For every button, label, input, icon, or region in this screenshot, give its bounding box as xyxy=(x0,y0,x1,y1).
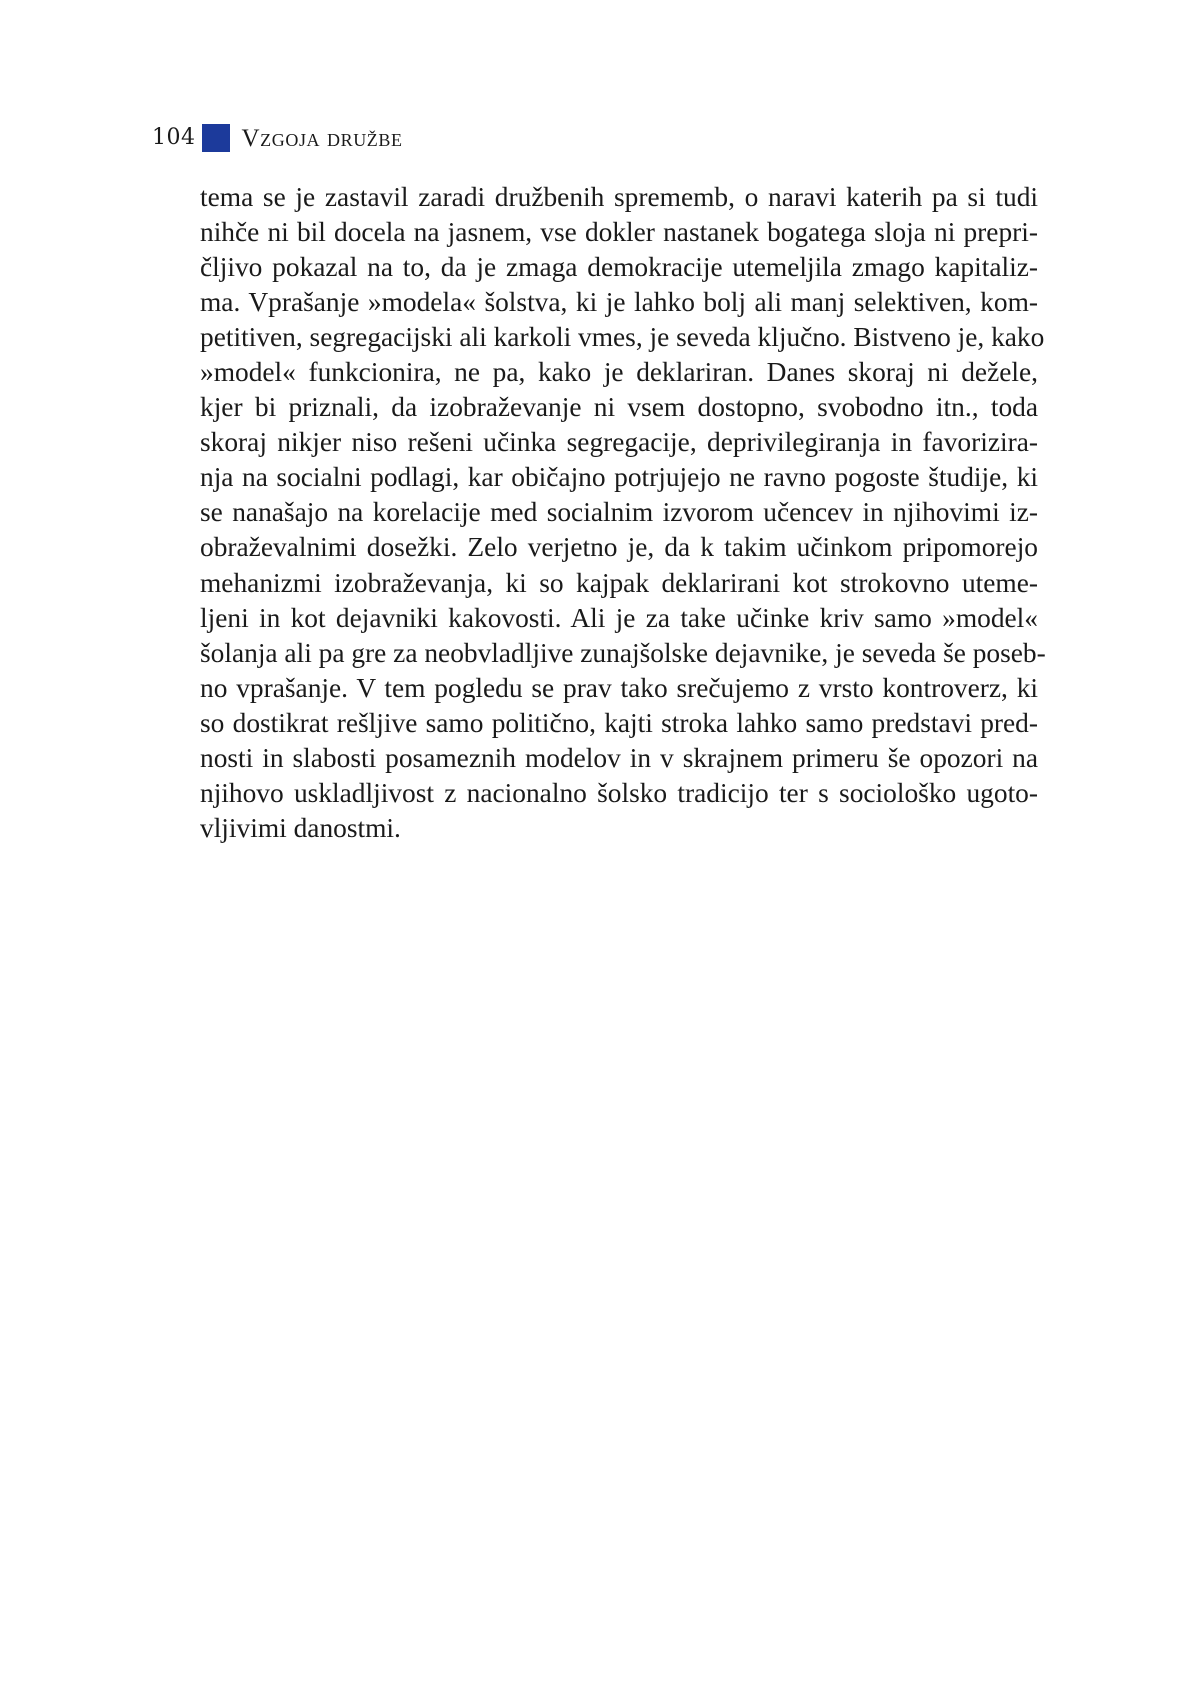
text-line: nihče ni bil docela na jasnem, vse dokler nastanek bogatega sloja ni prepri- xyxy=(200,217,1038,248)
text-line: njihovo uskladljivost z nacionalno šolsko tradicijo ter s sociološko ugoto- xyxy=(200,777,1038,808)
page-number: 104 xyxy=(152,125,196,150)
body-paragraph xyxy=(200,180,1046,846)
text-line: »model« funkcionira, ne pa, kako je deklariran. Danes skoraj ni dežele, xyxy=(200,357,1038,388)
text-line: kjer bi priznali, da izobraževanje ni vsem dostopno, svobodno itn., toda xyxy=(200,392,1038,423)
text-line: nja na socialni podlagi, kar običajno potrjujejo ne ravno pogoste študije, ki xyxy=(200,462,1038,493)
text-line: vljivimi danostmi. xyxy=(200,812,401,843)
text-line: tema se je zastavil zaradi družbenih sprememb, o naravi katerih pa si tudi xyxy=(200,182,1038,212)
text-line: so dostikrat rešljive samo politično, kajti stroka lahko samo predstavi pred- xyxy=(200,707,1038,738)
text-line: se nanašajo na korelacije med socialnim izvorom učencev in njihovimi iz- xyxy=(200,497,1038,528)
text-line: mehanizmi izobraževanja, ki so kajpak deklarirani kot strokovno uteme- xyxy=(200,567,1038,598)
text-line: ma. Vprašanje »modela« šolstva, ki je lahko bolj ali manj selektiven, kom- xyxy=(200,287,1038,318)
text-line: obraževalnimi dosežki. Zelo verjetno je, da k takim učinkom pripomorejo xyxy=(200,532,1038,563)
text-line: čljivo pokazal na to, da je zmaga demokracije utemeljila zmago kapitaliz- xyxy=(200,252,1038,283)
running-header xyxy=(152,121,403,155)
text-line: ljeni in kot dejavniki kakovosti. Ali je za take učinke kriv samo »model« xyxy=(200,602,1038,633)
text-line: no vprašanje. V tem pogledu se prav tako srečujemo z vrsto kontroverz, ki xyxy=(200,672,1038,703)
running-title: Vzgoja družbe xyxy=(241,124,403,152)
text-line: skoraj nikjer niso rešeni učinka segregacije, deprivilegiranja in favorizira- xyxy=(200,427,1038,458)
text-line: nosti in slabosti posameznih modelov in v skrajnem primeru še opozori na xyxy=(200,742,1038,773)
text-line: šolanja ali pa gre za neobvladljive zunajšolske dejavnike, je seveda še poseb- xyxy=(200,637,1046,668)
header-marker-square xyxy=(202,124,230,152)
text-line: petitiven, segregacijski ali karkoli vmes, je seveda ključno. Bistveno je, kako xyxy=(200,322,1045,353)
